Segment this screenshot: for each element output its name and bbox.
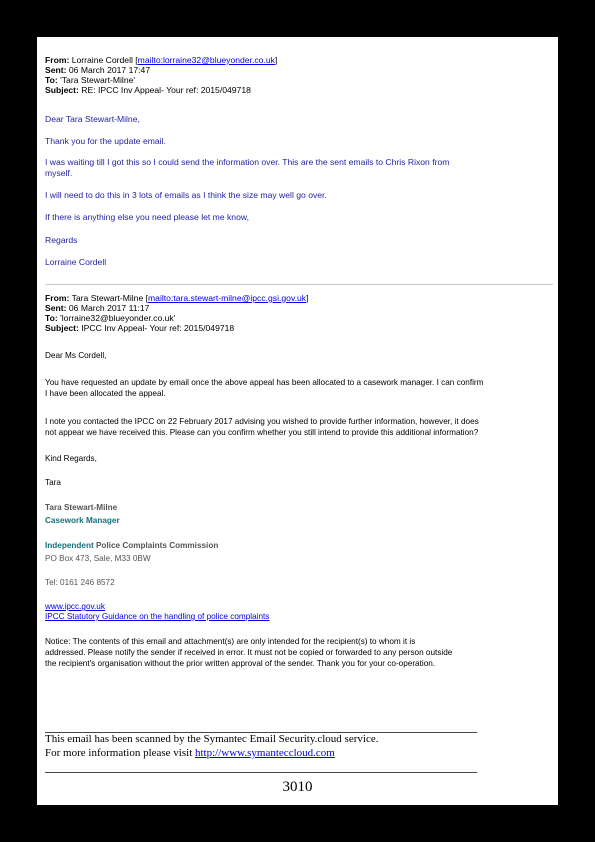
from-label: From: (45, 293, 70, 303)
email2-paragraph-2-line-1: I note you contacted the IPCC on 22 February 2017 advising you wished to provide further information, however, it does (45, 417, 479, 426)
subject-label: Subject: (45, 323, 79, 333)
footer-scan-line: This email has been scanned by the Symantec Email Security.cloud service. (45, 733, 379, 745)
footer-more-info-line (45, 747, 335, 760)
email2-kind-regards: Kind Regards, (45, 454, 97, 463)
subject-label: Subject: (45, 85, 79, 95)
subject-value: IPCC Inv Appeal- Your ref: 2015/049718 (81, 323, 235, 333)
signature-title: Casework Manager (45, 516, 120, 525)
document-page (37, 37, 558, 805)
subject-value: RE: IPCC Inv Appeal- Your ref: 2015/049718 (81, 85, 251, 95)
sent-label: Sent: (45, 303, 67, 313)
email1-paragraph-4: If there is anything else you need please let me know, (45, 212, 249, 222)
email1-sent-line (45, 65, 150, 75)
email1-signature: Lorraine Cordell (45, 257, 107, 267)
from-mailto-link[interactable]: mailto:lorraine32@blueyonder.co.uk (137, 55, 275, 65)
email1-from-line (45, 55, 277, 65)
website-link[interactable]: www.ipcc.gov.uk (45, 602, 105, 611)
guidance-link[interactable]: IPCC Statutory Guidance on the handling of police complaints (45, 612, 270, 621)
guidance-line (45, 611, 269, 622)
sent-label: Sent: (45, 65, 67, 75)
to-label: To: (45, 313, 58, 323)
from-name: Lorraine Cordell [ (71, 55, 138, 65)
email2-first-name: Tara (45, 478, 61, 487)
organisation-word-independent: Independent (45, 541, 94, 550)
notice-line-2: addressed. Please notify the sender if received in error. It must not be copied or forwarded to any person outside (45, 648, 453, 657)
email2-paragraph-1-line-1: You have requested an update by email once the above appeal has been allocated to a casework manager. I can confirm (45, 378, 484, 387)
symantec-link[interactable]: http://www.symanteccloud.com (195, 747, 335, 759)
from-close: ] (306, 293, 309, 303)
email1-greeting: Dear Tara Stewart-Milne, (45, 114, 140, 124)
signature-telephone: Tel: 0161 246 8572 (45, 578, 115, 587)
email2-to-line (45, 313, 175, 323)
to-value: 'Tara Stewart-Milne' (60, 75, 136, 85)
email2-greeting: Dear Ms Cordell, (45, 351, 107, 360)
email2-subject-line (45, 323, 234, 333)
signature-organisation (45, 540, 218, 551)
email2-from-line (45, 293, 308, 303)
signature-address: PO Box 473, Sale, M33 0BW (45, 554, 151, 563)
email2-paragraph-1-line-2: I have been allocated the appeal. (45, 389, 166, 398)
sent-value: 06 March 2017 17:47 (68, 65, 151, 75)
notice-line-3: the recipient's organisation without the prior written approval of the sender. Thank you for your co-operation. (45, 659, 436, 668)
email1-regards: Regards (45, 235, 78, 245)
more-info-text: For more information please visit (45, 747, 195, 759)
footer-rule-bottom (45, 772, 477, 773)
organisation-rest: Police Complaints Commission (93, 541, 219, 550)
email1-paragraph-2-line-1: I was waiting till I got this so I could send the information over. This are the sent emails to Chris Rixon from (45, 157, 450, 167)
from-label: From: (45, 55, 70, 65)
email2-paragraph-2-line-2: not appear we have received this. Please can you confirm whether you still intend to provide this additional information? (45, 428, 479, 437)
email1-to-line (45, 75, 135, 85)
email1-subject-line (45, 85, 251, 95)
from-close: ] (274, 55, 278, 65)
from-mailto-link[interactable]: mailto:tara.stewart-milne@ipcc.gsi.gov.uk (148, 293, 307, 303)
from-name: Tara Stewart-Milne [ (71, 293, 149, 303)
to-label: To: (45, 75, 58, 85)
email1-paragraph-1: Thank you for the update email. (45, 136, 166, 146)
email1-paragraph-2-line-2: myself. (45, 168, 73, 178)
email2-sent-line (45, 303, 149, 313)
sent-value: 06 March 2017 11:17 (68, 303, 150, 313)
email1-paragraph-3: I will need to do this in 3 lots of emails as I think the size may well go over. (45, 190, 327, 200)
page-number: 3010 (282, 779, 313, 795)
email-separator (45, 284, 553, 285)
signature-name: Tara Stewart-Milne (45, 503, 118, 512)
to-value: 'lorraine32@blueyonder.co.uk' (60, 313, 176, 323)
notice-line-1: Notice: The contents of this email and attachment(s) are only intended for the recipient(s) to whom it is (45, 637, 416, 646)
